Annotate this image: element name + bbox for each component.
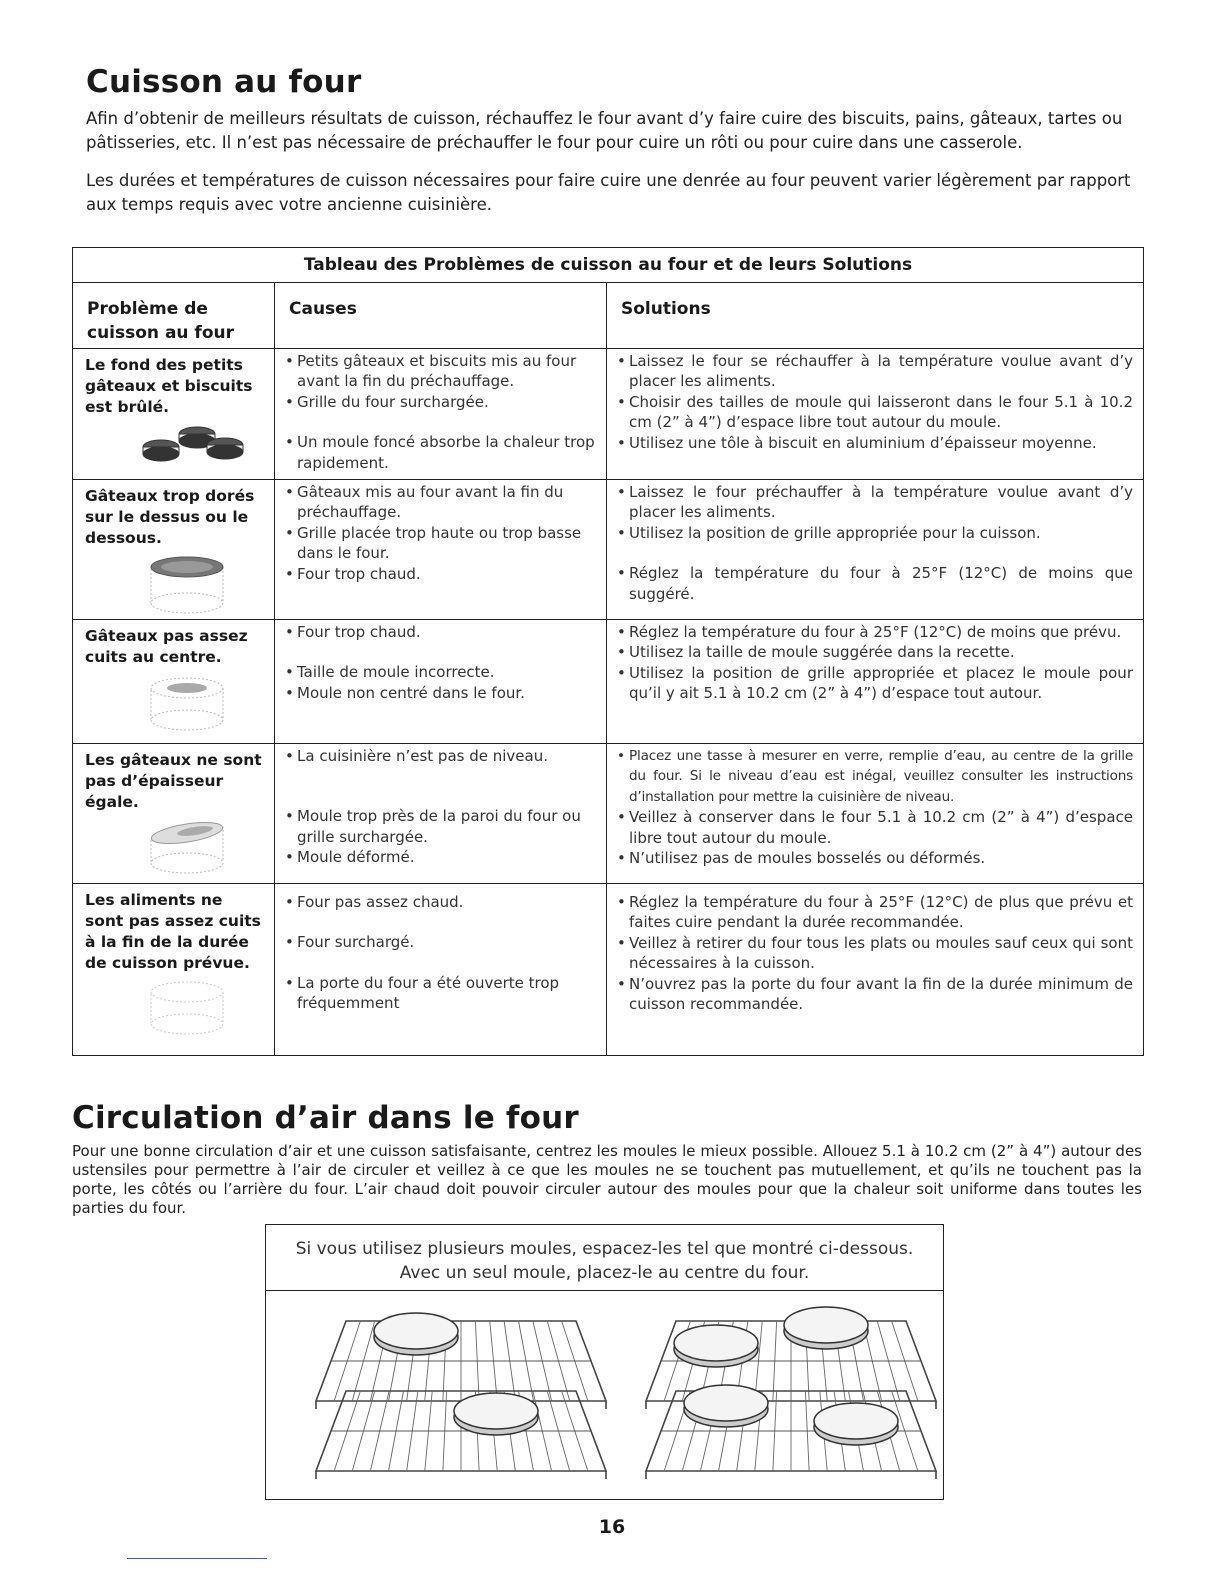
cake-pan-rim bbox=[684, 1385, 768, 1421]
cause-item: • Four surchargé. bbox=[275, 932, 598, 952]
problem-text: Les gâteaux ne sont pas d’épaisseur égale. bbox=[85, 751, 262, 811]
solution-item: • Réglez la température du four à 25°F (12°C) de moins que prévu. bbox=[607, 622, 1133, 642]
table-row bbox=[73, 620, 1144, 744]
rack-leg bbox=[316, 1471, 606, 1479]
cause-item: • Moule trop près de la paroi du four ou grille surchargée. bbox=[275, 806, 598, 847]
problem-text: Le fond des petits gâteaux et biscuits est brûlé. bbox=[85, 356, 253, 416]
solution-item: • Laissez le four préchauffer à la température voulue avant d’y placer les aliments. bbox=[607, 482, 1133, 523]
table-row bbox=[73, 480, 1144, 620]
rack-leg bbox=[646, 1471, 936, 1479]
solution-item: • Choisir des tailles de moule qui laisseront dans le four 5.1 à 10.2 cm (2” à 4”) d’espace libre tout autour du moule. bbox=[607, 392, 1133, 433]
cake-pan-rim bbox=[454, 1393, 538, 1429]
cake-dark-top-icon bbox=[137, 553, 237, 617]
cause-item: • Moule déformé. bbox=[275, 847, 598, 867]
table-title: Tableau des Problèmes de cuisson au four et de leurs Solutions bbox=[73, 248, 1144, 283]
section-title-cuisson: Cuisson au four bbox=[86, 64, 362, 100]
solution-item: • Laissez le four se réchauffer à la température voulue avant d’y placer les aliments. bbox=[607, 351, 1133, 392]
cake-uneven-icon bbox=[137, 817, 237, 877]
page-number: 16 bbox=[598, 1516, 626, 1538]
intro-paragraph-2: Les durées et températures de cuisson nécessaires pour faire cuire une denrée au four peuvent varier légèrement par rapport aux temps requis avec votre ancienne cuisinière. bbox=[86, 171, 1131, 214]
cause-item: • Four pas assez chaud. bbox=[275, 892, 598, 912]
header-problem: Problème de cuisson au four bbox=[73, 283, 275, 349]
cake-pan-rim bbox=[784, 1307, 868, 1343]
cake-pale-icon bbox=[137, 978, 237, 1038]
cause-item: • Grille du four surchargée. bbox=[275, 392, 598, 412]
section-title-circulation: Circulation d’air dans le four bbox=[72, 1100, 579, 1136]
cause-item: • La porte du four a été ouverte trop fréquemment bbox=[275, 973, 598, 1014]
cake-undercooked-icon bbox=[137, 672, 237, 734]
solution-item: • Utilisez une tôle à biscuit en aluminium d’épaisseur moyenne. bbox=[607, 433, 1133, 453]
problem-text: Gâteaux trop dorés sur le dessus ou le dessous. bbox=[85, 487, 255, 547]
cake-pan-rim bbox=[814, 1403, 898, 1439]
cake-pan-rim bbox=[674, 1325, 758, 1361]
problem-text: Gâteaux pas assez cuits au centre. bbox=[85, 627, 248, 666]
solution-item: • Placez une tasse à mesurer en verre, remplie d’eau, au centre de la grille du four. Si le niveau d’eau est inégal, veuillez consulter les instructions d’installation pour mettre la cuisinière de niveau. bbox=[607, 746, 1133, 807]
cause-item: • Gâteaux mis au four avant la fin du préchauffage. bbox=[275, 482, 598, 523]
solution-item: • Veillez à conserver dans le four 5.1 à 10.2 cm (2” à 4”) d’espace libre tout autour du moule. bbox=[607, 807, 1133, 848]
rack-spacing-box bbox=[265, 1224, 944, 1500]
cause-item: • Un moule foncé absorbe la chaleur trop rapidement. bbox=[275, 432, 598, 473]
cause-item: • Four trop chaud. bbox=[275, 564, 598, 584]
problems-table bbox=[72, 247, 1144, 1056]
circulation-paragraph: Pour une bonne circulation d’air et une cuisson satisfaisante, centrez les moules le mieux possible. Allouez 5.1 à 10.2 cm (2” à 4”) autour des ustensiles pour permettre à l’air de circuler et veillez à ce que les moules ne se touchent pas mutuellement, et qu’ils ne touchent pas la porte, les côtés ou l’arrière du four. L’air chaud doit pouvoir circuler autour des moules pour que la chaleur soit uniforme dans toutes les parties du four. bbox=[72, 1142, 1142, 1217]
table-row bbox=[73, 884, 1144, 1056]
footer-line bbox=[127, 1558, 267, 1559]
solution-item: • Réglez la température du four à 25°F (12°C) de plus que prévu et faites cuire pendant la durée recommandée. bbox=[607, 892, 1133, 933]
solution-item: • N’ouvrez pas la porte du four avant la fin de la durée minimum de cuisson recommandée. bbox=[607, 974, 1133, 1015]
caption-line-1: Si vous utilisez plusieurs moules, espacez-les tel que montré ci-dessous. bbox=[295, 1239, 914, 1259]
cause-item: • Grille placée trop haute ou trop basse dans le four. bbox=[275, 523, 598, 564]
caption-line-2: Avec un seul moule, placez-le au centre du four. bbox=[399, 1263, 810, 1283]
solution-item: • Utilisez la position de grille appropriée et placez le moule pour qu’il y ait 5.1 à 10.2 cm (2” à 4”) d’espace tout autour. bbox=[607, 663, 1133, 704]
problem-text: Les aliments ne sont pas assez cuits à la fin de la durée de cuisson prévue. bbox=[85, 891, 261, 972]
solution-item: • N’utilisez pas de moules bosselés ou déformés. bbox=[607, 848, 1133, 868]
solution-item: • Réglez la température du four à 25°F (12°C) de moins que suggéré. bbox=[607, 563, 1133, 604]
cupcakes-icon bbox=[137, 422, 247, 468]
solution-item: • Utilisez la position de grille appropriée pour la cuisson. bbox=[607, 523, 1133, 543]
intro-paragraph-1: Afin d’obtenir de meilleurs résultats de cuisson, réchauffez le four avant d’y faire cuire des biscuits, pains, gâteaux, tartes ou pâtisseries, etc. Il n’est pas nécessaire de préchauffer le four pour cuire un rôti ou pour cuire dans une casserole. bbox=[86, 109, 1123, 152]
cause-item: • Taille de moule incorrecte. bbox=[275, 662, 598, 682]
rack-spacing-caption bbox=[266, 1225, 943, 1291]
header-causes: Causes bbox=[275, 283, 607, 349]
cause-item: • Four trop chaud. bbox=[275, 622, 598, 642]
cause-item: • Petits gâteaux et biscuits mis au four avant la fin du préchauffage. bbox=[275, 351, 598, 392]
cake-pan-rim bbox=[374, 1313, 458, 1349]
table-row bbox=[73, 744, 1144, 884]
cause-item: • La cuisinière n’est pas de niveau. bbox=[275, 746, 598, 766]
cause-item: • Moule non centré dans le four. bbox=[275, 683, 598, 703]
oven-racks-illustration bbox=[266, 1291, 943, 1497]
header-solutions: Solutions bbox=[607, 283, 1144, 349]
solution-item: • Veillez à retirer du four tous les plats ou moules sauf ceux qui sont nécessaires à la cuisson. bbox=[607, 933, 1133, 974]
solution-item: • Utilisez la taille de moule suggérée dans la recette. bbox=[607, 642, 1133, 662]
table-row bbox=[73, 349, 1144, 480]
